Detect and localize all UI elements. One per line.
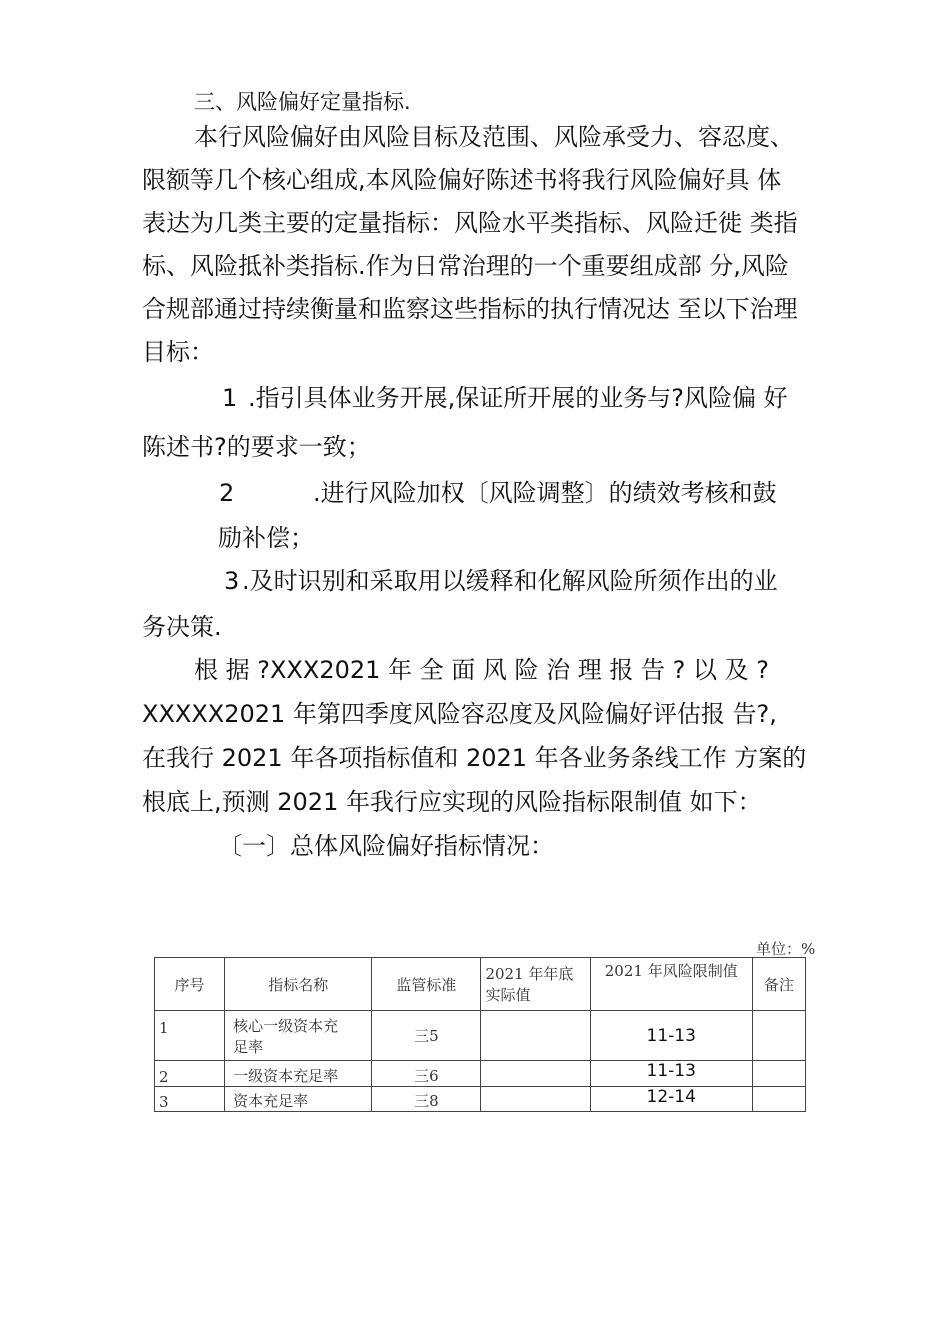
table-row xyxy=(155,1087,806,1112)
basis-line-3: 在我行 2021 年各项指标值和 2021 年各业务条线工作 方案的 xyxy=(142,744,807,772)
cell-actual xyxy=(481,1011,590,1061)
basis-line-1: 根 据 ?XXX2021 年 全 面 风 险 治 理 报 告 ? 以 及 ? xyxy=(194,656,770,684)
header-actual-line-2: 实际值 xyxy=(485,986,531,1004)
intro-line-3: 表达为几类主要的定量指标：风险水平类指标、风险迁徙 类指 xyxy=(142,209,798,237)
goal-3-line-1: .及时识别和采取用以缓释和化解风险所须作出的业 xyxy=(242,567,778,595)
header-actual xyxy=(481,958,590,1011)
cell-limit: 11-13 xyxy=(590,1061,752,1087)
unit-label: 单位：% xyxy=(756,940,816,958)
header-limit: 2021 年风险限制值 xyxy=(590,958,752,1011)
goal-2-number: 2 xyxy=(219,479,235,507)
cell-standard: 三8 xyxy=(372,1087,481,1112)
cell-note xyxy=(752,1011,805,1061)
header-name: 指标名称 xyxy=(225,958,372,1011)
cell-limit: 11-13 xyxy=(590,1011,752,1061)
cell-name-line-1: 核心一级资本充 xyxy=(233,1016,339,1035)
header-actual-line-1: 2021 年年底 xyxy=(485,965,574,983)
header-standard: 监管标准 xyxy=(372,958,481,1011)
basis-line-4: 根底上,预测 2021 年我行应实现的风险指标限制值 如下： xyxy=(142,788,762,816)
goal-1-number: 1 xyxy=(222,384,238,412)
goal-2-line-1: .进行风险加权〔风险调整〕的绩效考核和鼓 xyxy=(313,479,777,507)
table-row xyxy=(155,1011,806,1061)
cell-no: 3 xyxy=(155,1087,225,1112)
intro-line-1: 本行风险偏好由风险目标及范围、风险承受力、容忍度、 xyxy=(194,123,794,151)
risk-indicator-table xyxy=(154,957,806,1112)
intro-line-5: 合规部通过持续衡量和监察这些指标的执行情况达 至以下治理 xyxy=(142,295,798,323)
header-note: 备注 xyxy=(752,958,805,1011)
intro-line-6: 目标： xyxy=(142,338,214,366)
cell-standard: 三6 xyxy=(372,1061,481,1087)
goal-3-line-2: 务决策. xyxy=(142,613,222,641)
cell-actual xyxy=(481,1087,590,1112)
cell-standard: 三5 xyxy=(372,1011,481,1061)
cell-note xyxy=(752,1061,805,1087)
goal-2-line-2: 励补偿； xyxy=(218,524,314,552)
goal-1-line-2: 陈述书?的要求一致； xyxy=(142,433,371,461)
cell-name: 资本充足率 xyxy=(225,1087,372,1112)
cell-note xyxy=(752,1087,805,1112)
goal-3-number: 3 xyxy=(224,567,240,595)
goal-1-line-1: .指引具体业务开展,保证所开展的业务与?风险偏 好 xyxy=(248,384,788,412)
table-header-row xyxy=(155,958,806,1011)
cell-limit: 12-14 xyxy=(590,1087,752,1112)
cell-no: 2 xyxy=(155,1061,225,1087)
intro-line-4: 标、风险抵补类指标.作为日常治理的一个重要组成部 分,风险 xyxy=(142,252,789,280)
intro-line-2: 限额等几个核心组成,本风险偏好陈述书将我行风险偏好具 体 xyxy=(142,166,782,194)
subsection-heading: 〔一〕总体风险偏好指标情况： xyxy=(218,832,554,860)
cell-no: 1 xyxy=(155,1011,225,1061)
basis-line-2: XXXXX2021 年第四季度风险容忍度及风险偏好评估报 告?, xyxy=(142,700,777,728)
cell-name: 一级资本充足率 xyxy=(225,1061,372,1087)
cell-name xyxy=(225,1011,372,1061)
table-row xyxy=(155,1061,806,1087)
cell-name-line-2: 足率 xyxy=(233,1037,264,1056)
header-no: 序号 xyxy=(155,958,225,1011)
section-heading: 三、风险偏好定量指标. xyxy=(194,90,411,114)
cell-actual xyxy=(481,1061,590,1087)
